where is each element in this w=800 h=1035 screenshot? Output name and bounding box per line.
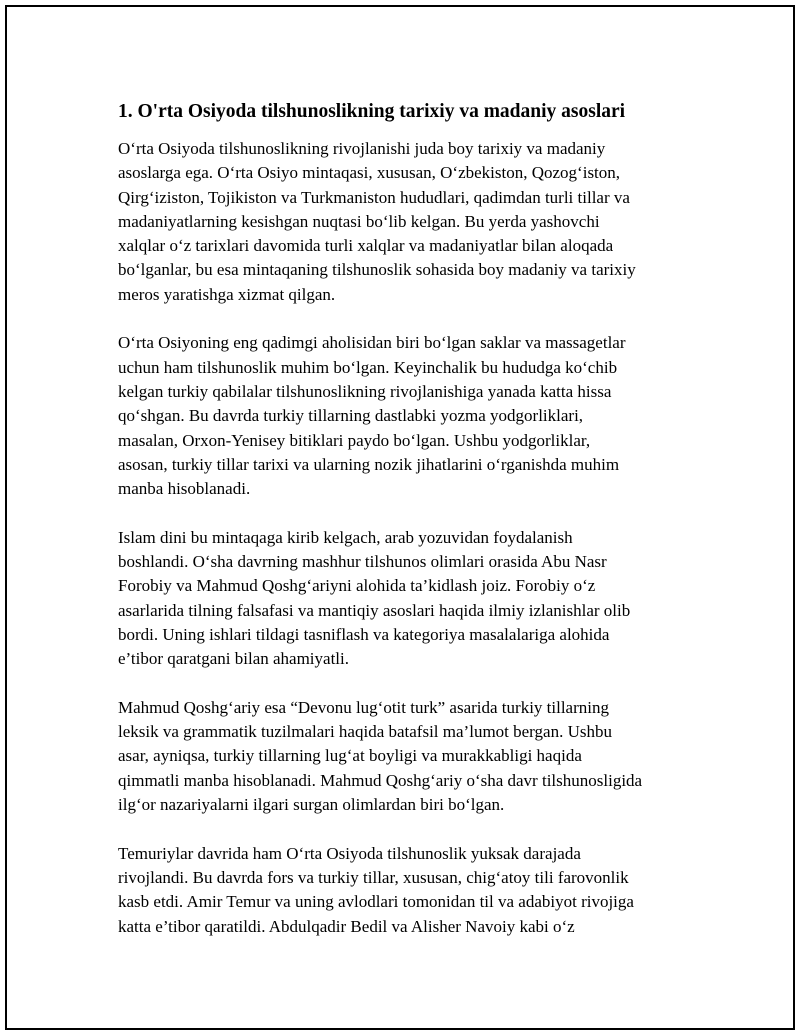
paragraph [118, 526, 698, 672]
text-line: meros yaratishga xizmat qilgan. [118, 284, 336, 304]
text-line: Mahmud Qoshg‘ariy esa “Devonu lug‘otit turk” asarida turkiy tillarning [118, 697, 609, 717]
text-line: uchun ham tilshunoslik muhim bo‘lgan. Keyinchalik bu hududga ko‘chib [118, 357, 618, 377]
text-line: bo‘lganlar, bu esa mintaqaning tilshunoslik sohasida boy madaniy va tarixiy [118, 260, 636, 280]
text-line: qimmatli manba hisoblanadi. Mahmud Qoshg‘ariy o‘sha davr tilshunosligida [118, 770, 643, 790]
text-line: qo‘shgan. Bu davrda turkiy tillarning dastlabki yozma yodgorliklari, [118, 406, 584, 426]
text-line: xalqlar o‘z tarixlari davomida turli xalqlar va madaniyatlar bilan aloqada [118, 236, 614, 256]
paragraph [118, 331, 698, 501]
document-page [5, 5, 795, 1030]
section-heading: 1. O'rta Osiyoda tilshunoslikning tarixiy va madaniy asoslari [118, 101, 626, 122]
text-line: manba hisoblanadi. [118, 479, 251, 499]
text-line: kelgan turkiy qabilalar tilshunoslikning rivojlanishiga yanada katta hissa [118, 381, 612, 401]
text-line: Forobiy va Mahmud Qoshg‘ariyni alohida ta’kidlash joiz. Forobiy o‘z [118, 576, 596, 596]
text-line: O‘rta Osiyoda tilshunoslikning rivojlanishi juda boy tarixiy va madaniy [118, 139, 606, 158]
text-line: rivojlandi. Bu davrda fors va turkiy tillar, xususan, chig‘atoy tili farovonlik [118, 867, 629, 887]
text-line: e’tibor qaratgani bilan ahamiyatli. [118, 649, 349, 669]
paragraph [118, 137, 698, 307]
text-line: Qirg‘iziston, Tojikiston va Turkmaniston hududlari, qadimdan turli tillar va [118, 187, 630, 207]
text-line: katta e’tibor qaratildi. Abdulqadir Bedil va Alisher Navoiy kabi o‘z [118, 916, 575, 936]
paragraph [118, 696, 698, 817]
text-line: asarlarida tilning falsafasi va mantiqiy asoslari haqida ilmiy izlanishlar olib [118, 600, 631, 620]
document-body [118, 97, 698, 963]
paragraph [118, 842, 698, 939]
text-line: boshlandi. O‘sha davrning mashhur tilshunos olimlari orasida Abu Nasr [118, 552, 607, 572]
text-line: asar, ayniqsa, turkiy tillarning lug‘at boyligi va murakkabligi haqida [118, 746, 582, 766]
text-line: Islam dini bu mintaqaga kirib kelgach, arab yozuvidan foydalanish [118, 527, 573, 547]
text-line: O‘rta Osiyoning eng qadimgi aholisidan biri bo‘lgan saklar va massagetlar [118, 333, 626, 353]
text-line: masalan, Orxon-Yenisey bitiklari paydo bo‘lgan. Ushbu yodgorliklar, [118, 430, 591, 450]
text-line: Temuriylar davrida ham O‘rta Osiyoda tilshunoslik yuksak darajada [118, 843, 581, 863]
text-line: asoslarga ega. O‘rta Osiyo mintaqasi, xususan, O‘zbekiston, Qozog‘iston, [118, 163, 621, 183]
text-line: ilg‘or nazariyalarni ilgari surgan olimlardan biri bo‘lgan. [118, 795, 505, 815]
text-line: kasb etdi. Amir Temur va uning avlodlari tomonidan til va adabiyot rivojiga [118, 892, 634, 912]
text-line: asosan, turkiy tillar tarixi va ularning nozik jihatlarini o‘rganishda muhim [118, 454, 620, 474]
text-line: leksik va grammatik tuzilmalari haqida batafsil ma’lumot bergan. Ushbu [118, 722, 612, 742]
text-line: madaniyatlarning kesishgan nuqtasi bo‘lib kelgan. Bu yerda yashovchi [118, 211, 600, 231]
text-line: bordi. Uning ishlari tildagi tasniflash va kategoriya masalalariga alohida [118, 624, 610, 644]
